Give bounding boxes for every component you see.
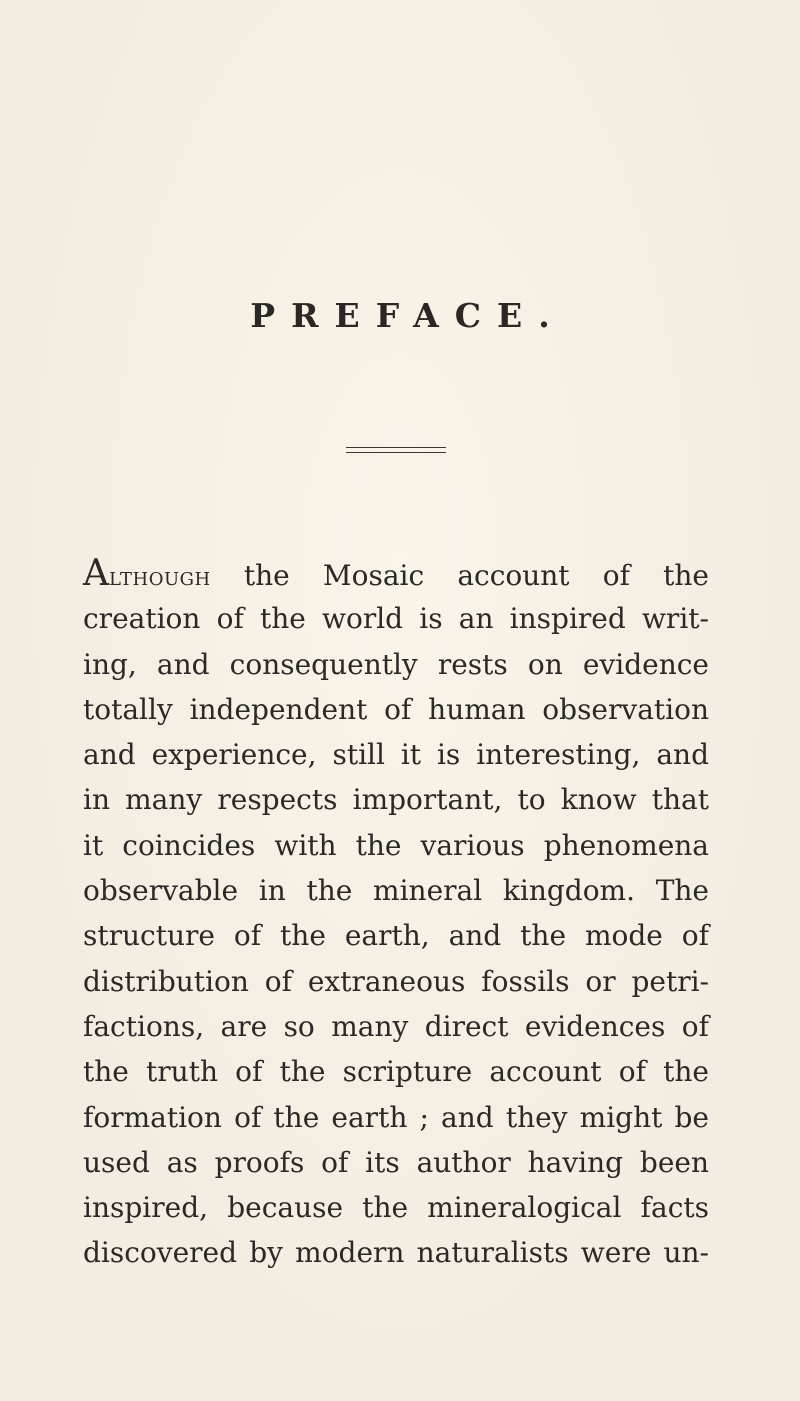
title-rule-upper [346,447,446,448]
first-word-smallcaps: lthough [109,562,211,592]
first-line-text: the Mosaic account of the [243,559,709,592]
paragraph-line: formation of the earth ; and they might be [83,1100,709,1134]
paragraph-line-last: discovered by modern naturalists were un- [83,1236,709,1270]
paragraph-line: factions, are so many direct evidences of [83,1009,709,1043]
paragraph-line: it coincides with the various phenomena [83,828,709,862]
preface-paragraph [83,551,709,1276]
paragraph-line: observable in the mineral kingdom. The [83,874,709,908]
paragraph-line: distribution of extraneous fossils or petri- [83,964,709,998]
title-rule-lower [346,452,446,453]
paragraph-line: in many respects important, to know that [83,783,709,817]
paragraph-line: ing, and consequently rests on evidence [83,647,709,681]
paragraph-line-first [83,551,709,596]
paragraph-line: creation of the world is an inspired writ- [83,602,709,636]
paragraph-line: used as proofs of its author having been [83,1145,709,1179]
paragraph-line: the truth of the scripture account of the [83,1055,709,1089]
paragraph-line: and experience, still it is interesting, and [83,738,709,772]
paragraph-line: inspired, because the mineralogical facts [83,1191,709,1225]
initial-letter: A [83,553,109,594]
paragraph-line: structure of the earth, and the mode of [83,919,709,953]
paragraph-line: totally independent of human observation [83,692,709,726]
page-title: PREFACE. [250,296,566,335]
